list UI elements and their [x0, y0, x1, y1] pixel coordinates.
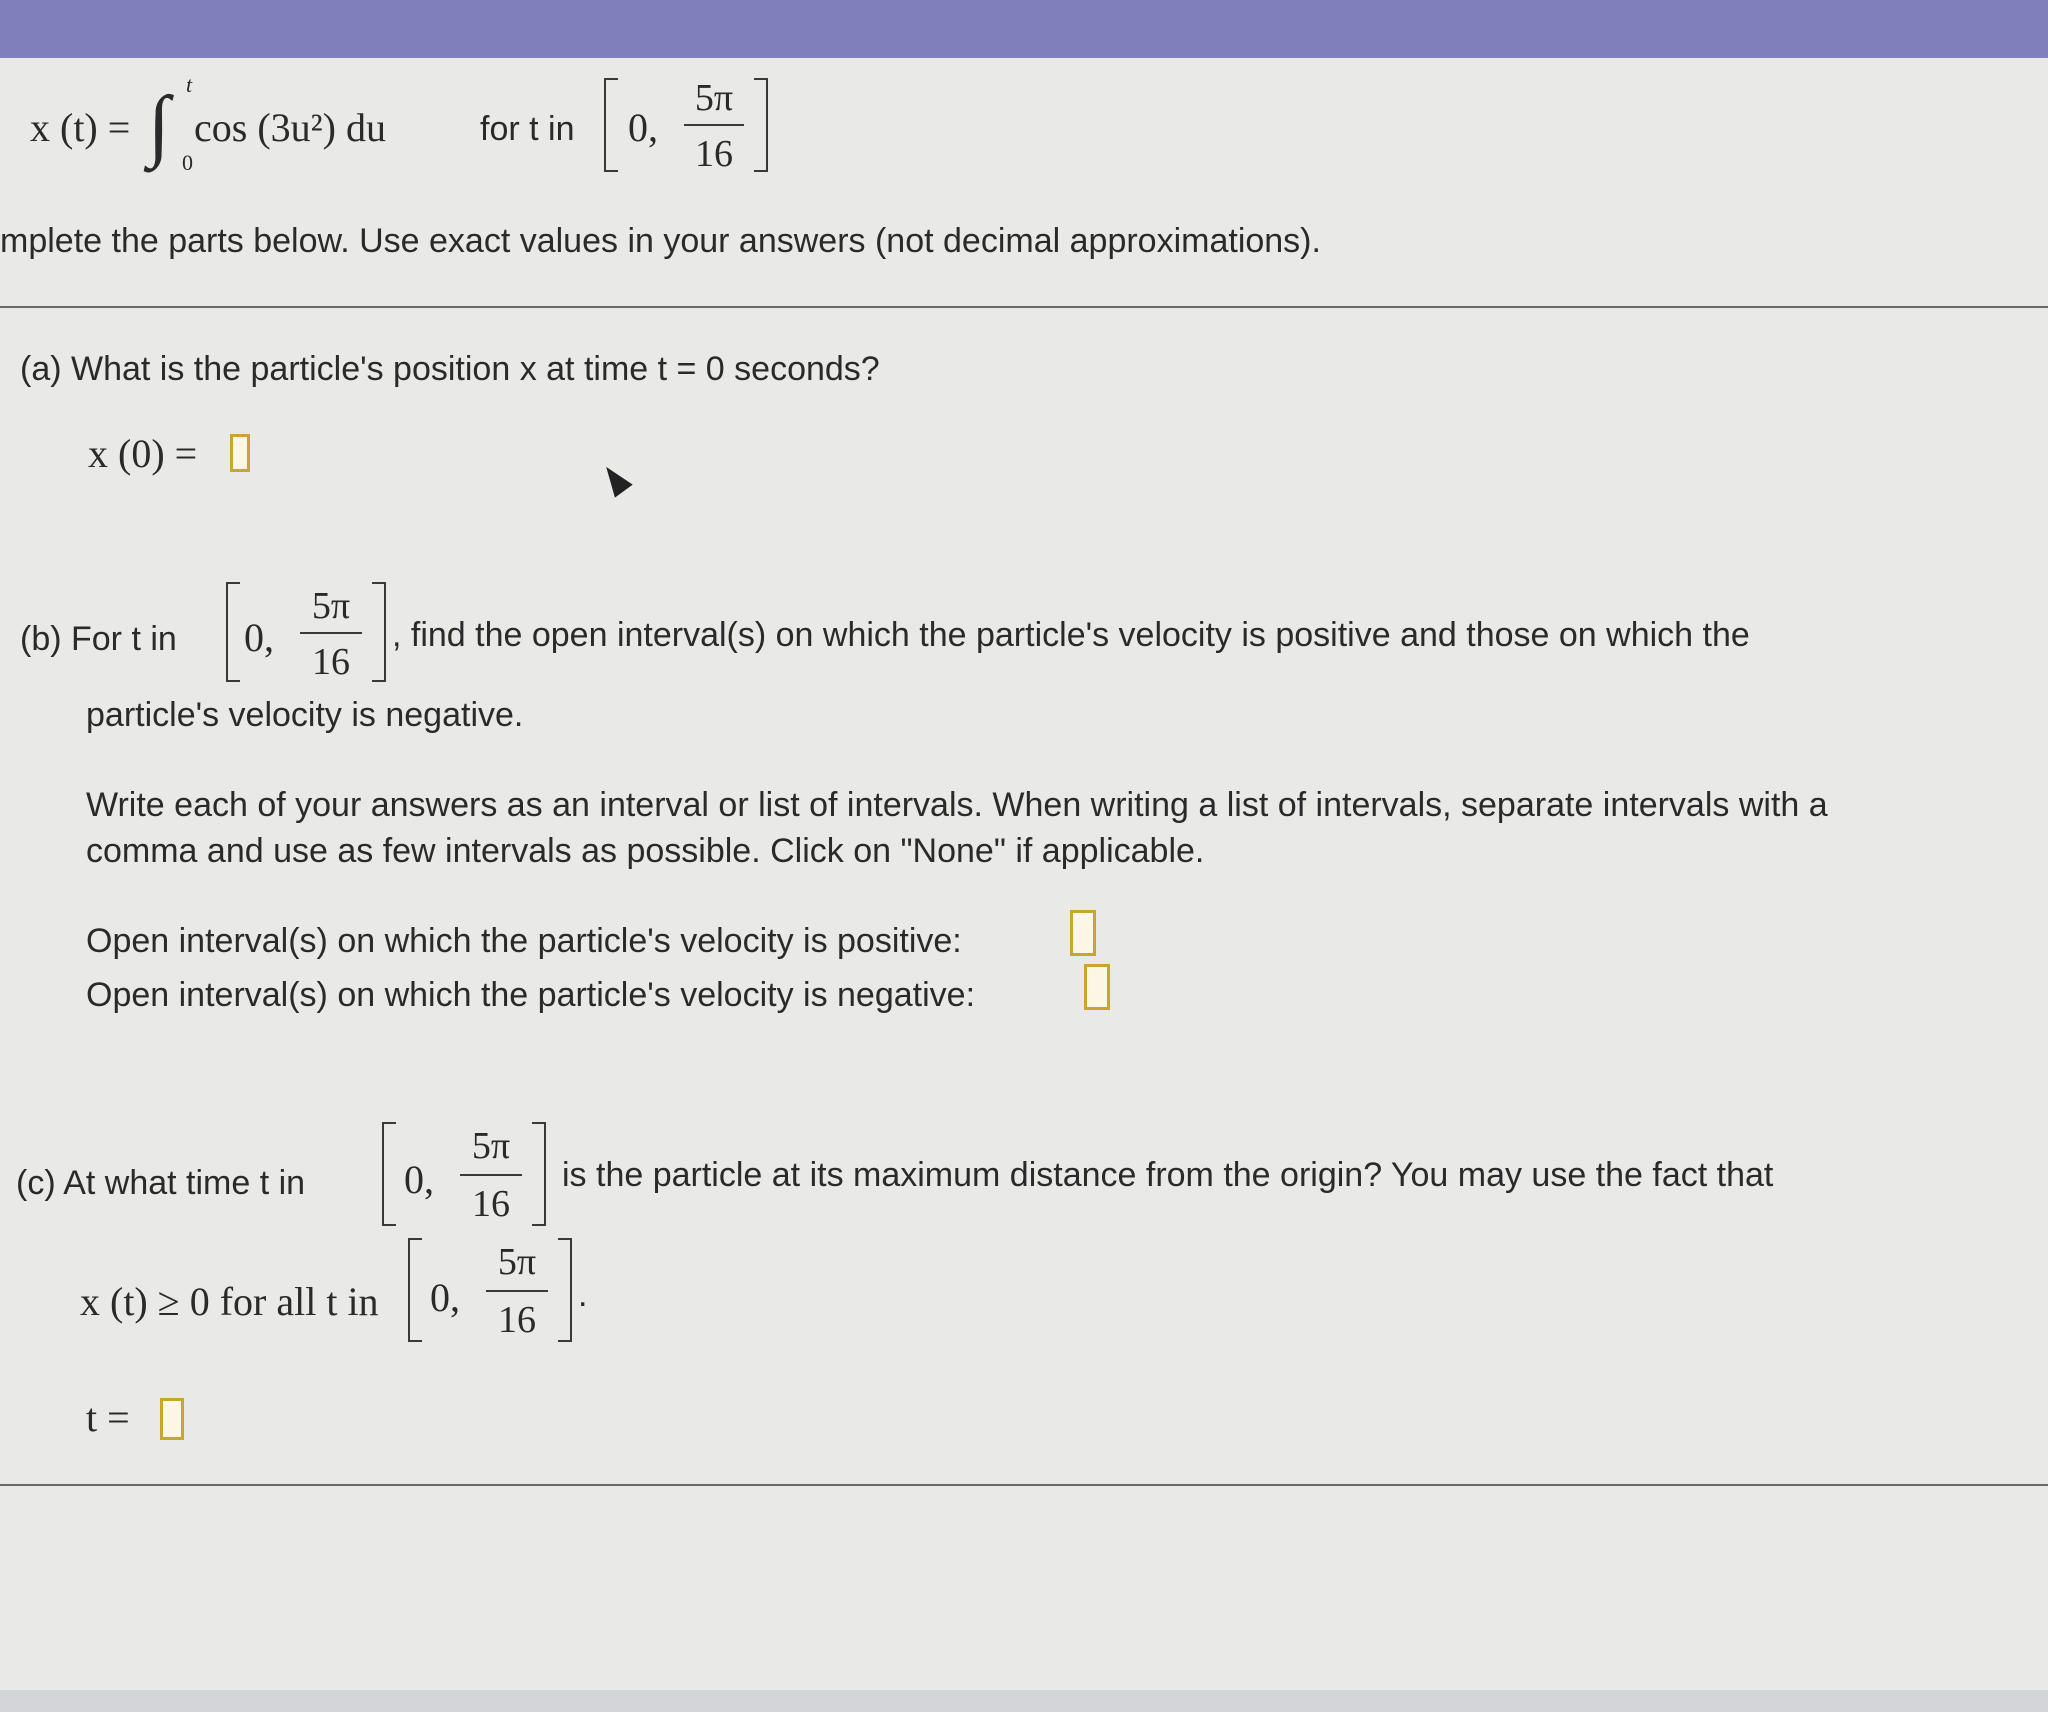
part-a-answer-label: x (0) =: [88, 431, 198, 476]
part-b-instruction-line1: Write each of your answers as an interval or list of intervals. When writing a list of intervals, separate intervals with a: [86, 786, 1828, 824]
mouse-cursor-icon: [597, 460, 632, 497]
bracket-left: [604, 78, 618, 172]
divider: [0, 306, 2048, 308]
divider: [0, 1484, 2048, 1486]
lower-limit: 0: [182, 150, 193, 175]
formula-lhs: x (t) =: [30, 105, 131, 150]
header-bar: [0, 0, 2048, 58]
domain-prefix: for t in: [480, 110, 575, 148]
positive-intervals-input[interactable]: [1070, 910, 1096, 956]
part-b-interval-numerator: 5π: [311, 585, 351, 627]
integrand: cos (3u²) du: [194, 105, 386, 150]
negative-velocity-label: Open interval(s) on which the particle's velocity is negative:: [86, 976, 976, 1014]
bracket-right: [754, 78, 768, 172]
part-c-answer-label: t =: [86, 1395, 130, 1440]
part-b-instruction-line2: comma and use as few intervals as possible. Click on "None" if applicable.: [86, 832, 1205, 870]
part-c-interval-start: 0,: [404, 1157, 434, 1202]
bracket-right: [532, 1122, 546, 1226]
part-a-question: (a) What is the particle's position x at time t = 0 seconds?: [20, 350, 880, 388]
part-c-fact-suffix: .: [578, 1276, 588, 1314]
part-c-question: is the particle at its maximum distance from the origin? You may use the fact that: [562, 1156, 1774, 1194]
fraction-bar: [460, 1174, 522, 1176]
bracket-left: [382, 1122, 396, 1226]
part-c-interval-denominator: 16: [472, 1183, 510, 1225]
bracket-left: [226, 582, 240, 682]
part-c-fact-interval-numerator: 5π: [497, 1241, 537, 1283]
part-c-fact-interval-start: 0,: [430, 1275, 460, 1320]
interval-denominator: 16: [695, 133, 733, 175]
bracket-right: [558, 1238, 572, 1342]
upper-limit: t: [186, 72, 193, 97]
integral-sign: ∫: [148, 81, 170, 169]
negative-intervals-input[interactable]: [1084, 964, 1110, 1010]
fraction-bar: [300, 632, 362, 634]
part-c-fact-interval-denominator: 16: [498, 1299, 536, 1341]
positive-velocity-label: Open interval(s) on which the particle's velocity is positive:: [86, 922, 962, 960]
part-b-prefix: (b) For t in: [20, 620, 177, 658]
part-a-answer-input[interactable]: [230, 434, 250, 472]
part-b-question-line2: particle's velocity is negative.: [86, 696, 524, 734]
part-b-interval-denominator: 16: [312, 641, 350, 683]
part-c-fact-math: x (t) ≥ 0 for all t in: [80, 1279, 379, 1324]
instructions: mplete the parts below. Use exact values in your answers (not decimal approximations).: [0, 222, 1321, 260]
fraction-bar: [486, 1290, 548, 1292]
fraction-bar: [684, 124, 744, 126]
part-c-interval-numerator: 5π: [471, 1125, 511, 1167]
part-b-question: , find the open interval(s) on which the particle's velocity is positive and those on which the: [392, 616, 1750, 654]
interval-numerator: 5π: [694, 77, 734, 119]
part-c-answer-input[interactable]: [160, 1398, 184, 1440]
bracket-right: [372, 582, 386, 682]
part-b-interval-start: 0,: [244, 615, 274, 660]
bracket-left: [408, 1238, 422, 1342]
interval-start: 0,: [628, 105, 658, 150]
bottom-bar: [0, 1690, 2048, 1712]
part-c-prefix: (c) At what time t in: [16, 1164, 306, 1202]
